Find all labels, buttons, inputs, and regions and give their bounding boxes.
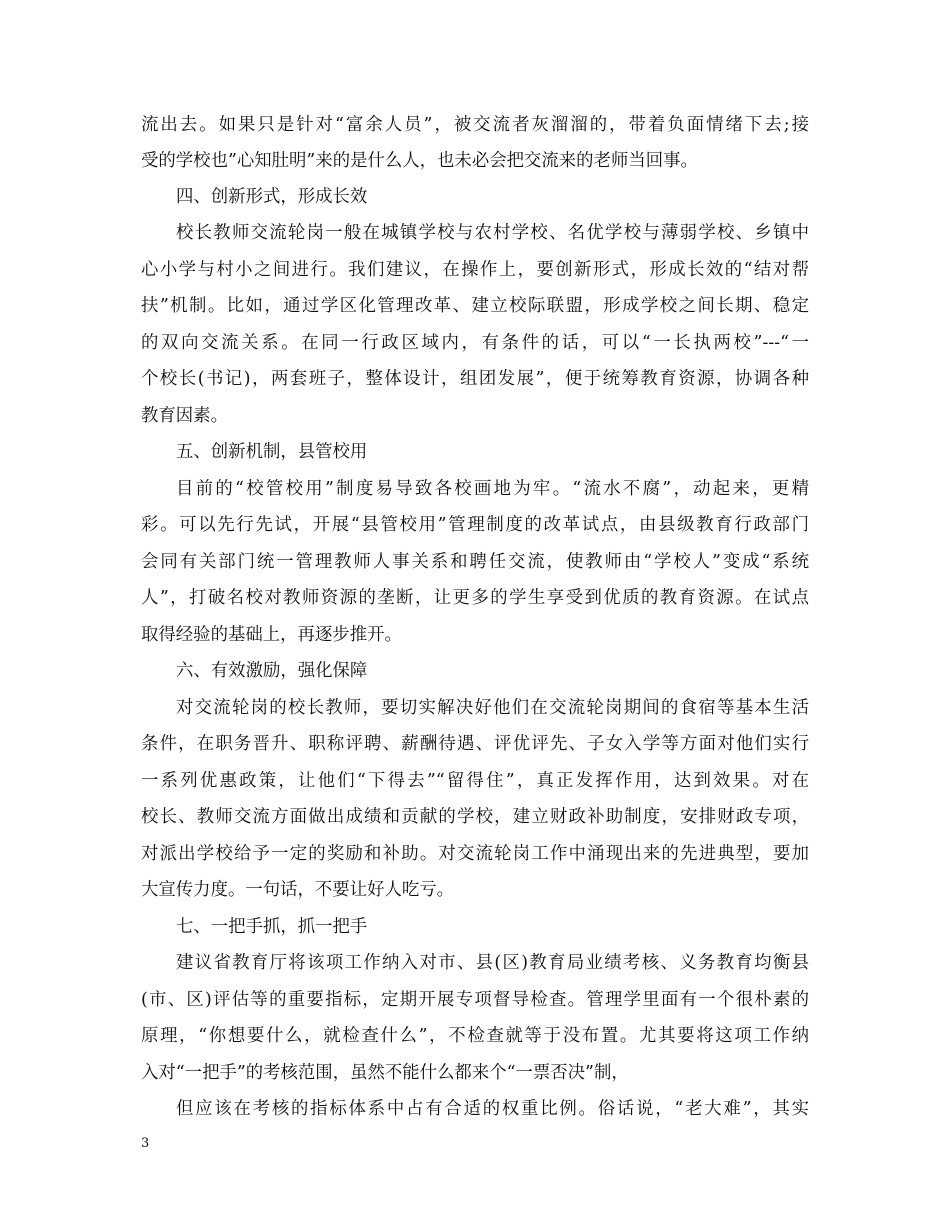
paragraph-line: 但应该在考核的指标体系中占有合适的权重比例。俗话说，“老大难”，其实 <box>176 1099 809 1119</box>
paragraph-line: 校长、教师交流方面做出成绩和贡献的学校，建立财政补助制度，安排财政专项， <box>141 807 809 827</box>
paragraph-line: 彩。可以先行先试，开展“县管校用”管理制度的改革试点，由县级教育行政部门 <box>141 515 809 535</box>
paragraph-line: 个校长(书记)，两套班子，整体设计，组团发展”，便于统筹教育资源，协调各种 <box>141 369 809 389</box>
paragraph-line: (市、区)评估等的重要指标，定期开展专项督导检查。管理学里面有一个很朴素的 <box>141 990 809 1010</box>
paragraph-line: 受的学校也”心知肚明”来的是什么人，也未必会把交流来的老师当回事。 <box>141 151 698 171</box>
paragraph-line: 人”，打破名校对教师资源的垄断，让更多的学生享受到优质的教育资源。在试点 <box>141 588 809 608</box>
section-heading: 六、有效激励，强化保障 <box>176 661 368 681</box>
paragraph-line: 会同有关部门统一管理教师人事关系和聘任交流，使教师由“学校人”变成“系统 <box>141 552 809 572</box>
page-number: 3 <box>141 1136 150 1151</box>
section-heading: 七、一把手抓，抓一把手 <box>176 917 368 937</box>
paragraph-line: 建议省教育厅将该项工作纳入对市、县(区)教育局业绩考核、义务教育均衡县 <box>176 953 809 973</box>
paragraph-line: 对交流轮岗的校长教师，要切实解决好他们在交流轮岗期间的食宿等基本生活 <box>176 698 809 718</box>
paragraph-line: 对派出学校给予一定的奖励和补助。对交流轮岗工作中涌现出来的先进典型，要加 <box>141 844 809 864</box>
paragraph-line: 流出去。如果只是针对“富余人员”，被交流者灰溜溜的，带着负面情绪下去;接 <box>141 115 809 135</box>
paragraph-line: 心小学与村小之间进行。我们建议，在操作上，要创新形式，形成长效的“结对帮 <box>141 260 809 280</box>
paragraph-line: 扶”机制。比如，通过学区化管理改革、建立校际联盟，形成学校之间长期、稳定 <box>141 296 809 316</box>
paragraph-line: 教育因素。 <box>141 406 228 426</box>
paragraph-line: 条件，在职务晋升、职称评聘、薪酬待遇、评优评先、子女入学等方面对他们实行 <box>141 734 809 754</box>
section-heading: 五、创新机制，县管校用 <box>176 442 368 462</box>
paragraph-line: 大宣传力度。一句话，不要让好人吃亏。 <box>141 880 455 900</box>
paragraph-line: 目前的“校管校用”制度易导致各校画地为牢。“流水不腐”，动起来，更精 <box>176 479 809 499</box>
paragraph-line: 原理，“你想要什么，就检查什么”，不检查就等于没布置。尤其要将这项工作纳 <box>141 1026 809 1046</box>
paragraph-line: 取得经验的基础上，再逐步推开。 <box>141 625 402 645</box>
paragraph-line: 一系列优惠政策，让他们“下得去”“留得住”，真正发挥作用，达到效果。对在 <box>141 771 809 791</box>
paragraph-line: 校长教师交流轮岗一般在城镇学校与农村学校、名优学校与薄弱学校、乡镇中 <box>176 223 809 243</box>
section-heading: 四、创新形式，形成长效 <box>176 187 368 207</box>
paragraph-line: 的双向交流关系。在同一行政区域内，有条件的话，可以“一长执两校”---“一 <box>141 333 809 353</box>
paragraph-line: 入对“一把手”的考核范围，虽然不能什么都来个“一票否决”制， <box>141 1063 629 1083</box>
